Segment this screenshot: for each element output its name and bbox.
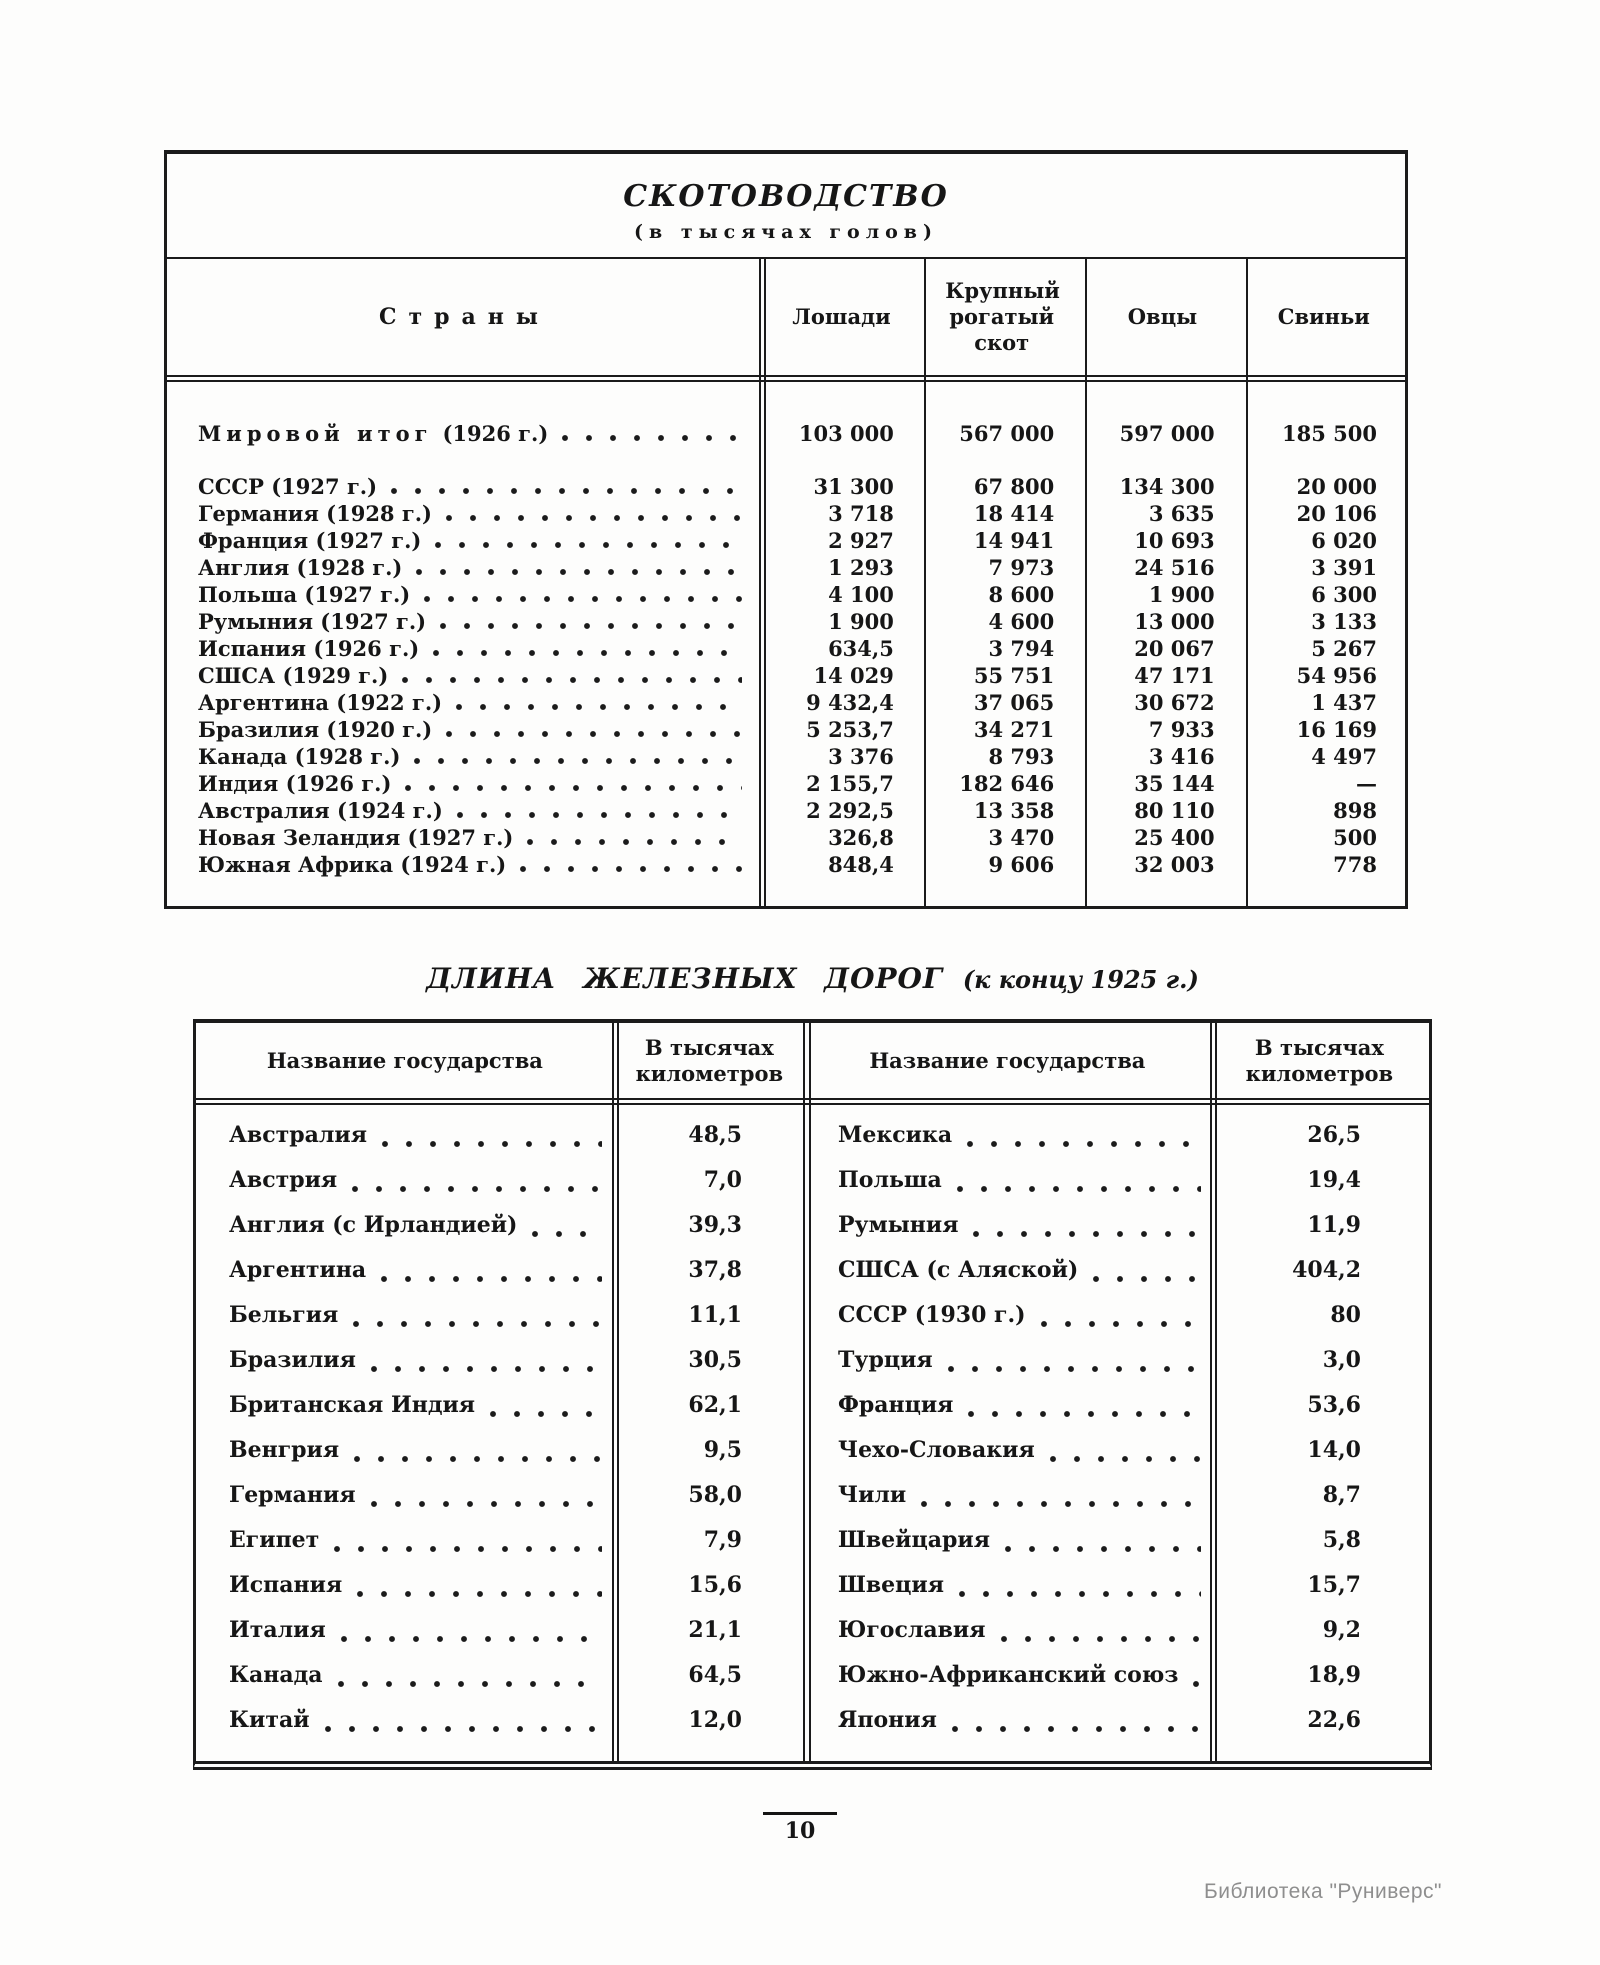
- dot-leader: [341, 1636, 602, 1642]
- horses-value: 1 293: [828, 555, 894, 580]
- country-label: СССР (1927 г.): [198, 474, 378, 499]
- horses-value: 3 376: [828, 744, 894, 769]
- table-row: [167, 473, 1405, 500]
- horses-value: 326,8: [828, 825, 894, 850]
- dot-leader: [416, 569, 742, 575]
- page-number: 10: [763, 1812, 837, 1844]
- column-header-km-left: В тысячах километров: [635, 1034, 784, 1086]
- km-value: 15,6: [688, 1572, 742, 1598]
- state-label: Австралия: [229, 1122, 367, 1148]
- table-row: [167, 716, 1405, 743]
- sheep-value: 32 003: [1134, 852, 1215, 877]
- state-label: Канада: [229, 1662, 323, 1688]
- dot-leader: [405, 785, 742, 791]
- column-divider: [803, 1023, 811, 1761]
- table-row: [808, 1428, 1435, 1473]
- pigs-value: 3 133: [1311, 609, 1377, 634]
- dot-leader: [921, 1501, 1201, 1507]
- dot-leader: [391, 488, 742, 494]
- railways-right-column: [808, 1113, 1435, 1743]
- country-label: Канада (1928 г.): [198, 744, 401, 769]
- country-label: Франция (1927 г.): [198, 528, 422, 553]
- km-value: 5,8: [1322, 1527, 1361, 1553]
- cattle-value: 14 941: [973, 528, 1055, 553]
- country-label: Испания (1926 г.): [198, 636, 420, 661]
- table-row: [196, 1518, 808, 1563]
- column-header-km-right: В тысячах километров: [1245, 1034, 1394, 1086]
- dot-leader: [371, 1501, 602, 1507]
- sheep-value: 30 672: [1134, 690, 1215, 715]
- pigs-value: —: [1356, 771, 1377, 796]
- dot-leader: [424, 596, 742, 602]
- horses-value: 2 155,7: [806, 771, 894, 796]
- column-header-pigs: Свиньи: [1277, 304, 1370, 329]
- table-row: [808, 1473, 1435, 1518]
- state-label: Венгрия: [229, 1437, 340, 1463]
- table-row: [167, 770, 1405, 797]
- km-value: 22,6: [1307, 1707, 1361, 1733]
- state-label: Япония: [838, 1707, 937, 1733]
- km-value: 37,8: [688, 1257, 742, 1283]
- dot-leader: [353, 1321, 602, 1327]
- sheep-value: 35 144: [1134, 771, 1215, 796]
- table-row: [196, 1113, 808, 1158]
- state-label: Австрия: [229, 1167, 338, 1193]
- dot-leader: [381, 1276, 602, 1282]
- pigs-value: 898: [1333, 798, 1377, 823]
- state-label: Турция: [838, 1347, 933, 1373]
- livestock-table-body: [167, 382, 1405, 906]
- state-label: Мексика: [838, 1122, 953, 1148]
- railways-table-title: ДЛИНА ЖЕЛЕЗНЫХ ДОРОГ: [426, 962, 944, 995]
- sheep-value: 47 171: [1134, 663, 1215, 688]
- cattle-value: 8 600: [988, 582, 1055, 607]
- table-row: [196, 1608, 808, 1653]
- state-label: Швеция: [838, 1572, 945, 1598]
- table-row: [808, 1608, 1435, 1653]
- world-total-year: (1926 г.): [442, 421, 549, 446]
- dot-leader: [354, 1456, 602, 1462]
- dot-leader: [952, 1726, 1201, 1732]
- column-divider: [759, 259, 766, 906]
- table-row: [808, 1113, 1435, 1158]
- country-label: Польша (1927 г.): [198, 582, 411, 607]
- table-row: [167, 635, 1405, 662]
- column-divider: [612, 1023, 619, 1761]
- km-value: 11,9: [1307, 1212, 1361, 1238]
- state-label: Румыния: [838, 1212, 959, 1238]
- state-label: Китай: [229, 1707, 310, 1733]
- country-label: Англия (1928 г.): [198, 555, 403, 580]
- table-row: [196, 1158, 808, 1203]
- dot-leader: [446, 515, 742, 521]
- livestock-table-header-row: [167, 259, 1405, 382]
- state-label: Югославия: [838, 1617, 986, 1643]
- dot-leader: [1005, 1546, 1201, 1552]
- table-row: [808, 1203, 1435, 1248]
- horses-value: 5 253,7: [806, 717, 894, 742]
- livestock-table-grid: [167, 259, 1405, 906]
- horses-value: 2 292,5: [806, 798, 894, 823]
- table-row: [196, 1293, 808, 1338]
- sheep-value: 10 693: [1134, 528, 1215, 553]
- table-row: [167, 527, 1405, 554]
- country-label: Румыния (1927 г.): [198, 609, 427, 634]
- sheep-value: 597 000: [1119, 421, 1215, 446]
- country-label: Австралия (1924 г.): [198, 798, 443, 823]
- table-row: [167, 689, 1405, 716]
- pigs-value: 1 437: [1311, 690, 1377, 715]
- country-label: Индия (1926 г.): [198, 771, 392, 796]
- table-row: [167, 743, 1405, 770]
- dot-leader: [973, 1231, 1201, 1237]
- km-value: 26,5: [1307, 1122, 1361, 1148]
- column-header-state-right: Название государства: [869, 1047, 1146, 1073]
- table-row: [808, 1248, 1435, 1293]
- horses-value: 634,5: [828, 636, 894, 661]
- world-total-row: [167, 420, 1405, 447]
- km-value: 7,0: [703, 1167, 742, 1193]
- table-row: [808, 1293, 1435, 1338]
- country-label: Южная Африка (1924 г.): [198, 852, 507, 877]
- table-row: [196, 1653, 808, 1698]
- km-value: 64,5: [688, 1662, 742, 1688]
- world-total-label: Мировой итог: [198, 421, 433, 446]
- table-row: [808, 1653, 1435, 1698]
- dot-leader: [948, 1366, 1201, 1372]
- state-label: Британская Индия: [229, 1392, 476, 1418]
- dot-leader: [456, 704, 742, 710]
- dot-leader: [532, 1231, 602, 1237]
- horses-value: 848,4: [828, 852, 894, 877]
- pigs-value: 20 000: [1296, 474, 1377, 499]
- sheep-value: 20 067: [1134, 636, 1215, 661]
- column-header-cattle: Крупный рогатый скот: [945, 278, 1060, 355]
- sheep-value: 25 400: [1134, 825, 1215, 850]
- dot-leader: [371, 1366, 602, 1372]
- dot-leader: [1050, 1456, 1201, 1462]
- watermark: Библиотека "Руниверс": [1203, 1880, 1442, 1903]
- state-label: Южно-Африканский союз: [838, 1662, 1179, 1688]
- railways-table-title-block: [193, 962, 1432, 995]
- dot-leader: [520, 866, 742, 872]
- km-value: 404,2: [1292, 1257, 1361, 1283]
- cattle-value: 4 600: [988, 609, 1055, 634]
- cattle-value: 34 271: [973, 717, 1055, 742]
- livestock-table-title-block: [167, 154, 1405, 259]
- state-label: СШСА (с Аляской): [838, 1257, 1079, 1283]
- horses-value: 3 718: [828, 501, 894, 526]
- km-value: 7,9: [703, 1527, 742, 1553]
- railways-table: [193, 1019, 1432, 1770]
- horses-value: 103 000: [798, 421, 894, 446]
- km-value: 9,2: [1322, 1617, 1361, 1643]
- column-divider: [1210, 1023, 1217, 1761]
- dot-leader: [382, 1141, 602, 1147]
- table-row: [196, 1698, 808, 1743]
- cattle-value: 9 606: [988, 852, 1055, 877]
- horses-value: 2 927: [828, 528, 894, 553]
- cattle-value: 37 065: [973, 690, 1055, 715]
- country-label: Бразилия (1920 г.): [198, 717, 433, 742]
- km-value: 8,7: [1322, 1482, 1361, 1508]
- sheep-value: 7 933: [1148, 717, 1215, 742]
- dot-leader: [1093, 1276, 1201, 1282]
- cattle-value: 55 751: [973, 663, 1055, 688]
- km-value: 3,0: [1322, 1347, 1361, 1373]
- livestock-table: [164, 150, 1408, 909]
- table-row: [196, 1428, 808, 1473]
- dot-leader: [435, 542, 742, 548]
- railways-table-title-note: (к концу 1925 г.): [962, 965, 1199, 994]
- horses-value: 4 100: [828, 582, 894, 607]
- table-row: [196, 1563, 808, 1608]
- sheep-value: 1 900: [1148, 582, 1215, 607]
- dot-leader: [490, 1411, 602, 1417]
- pigs-value: 6 300: [1311, 582, 1377, 607]
- dot-leader: [527, 839, 742, 845]
- km-value: 15,7: [1307, 1572, 1361, 1598]
- state-label: Испания: [229, 1572, 343, 1598]
- state-label: Франция: [838, 1392, 954, 1418]
- column-divider: [1085, 259, 1087, 906]
- pigs-value: 5 267: [1311, 636, 1377, 661]
- table-row: [808, 1158, 1435, 1203]
- dot-leader: [967, 1141, 1201, 1147]
- state-label: Чили: [838, 1482, 907, 1508]
- sheep-value: 3 416: [1148, 744, 1215, 769]
- table-row: [167, 608, 1405, 635]
- state-label: СССР (1930 г.): [838, 1302, 1026, 1328]
- state-label: Египет: [229, 1527, 320, 1553]
- state-label: Англия (с Ирландией): [229, 1212, 518, 1238]
- dot-leader: [1041, 1321, 1201, 1327]
- dot-leader: [457, 812, 743, 818]
- km-value: 48,5: [688, 1122, 742, 1148]
- railways-table-header-row: [196, 1023, 1429, 1105]
- dot-leader: [352, 1186, 602, 1192]
- pigs-value: 54 956: [1296, 663, 1377, 688]
- pigs-value: 500: [1333, 825, 1377, 850]
- cattle-value: 3 794: [988, 636, 1055, 661]
- table-row: [167, 824, 1405, 851]
- dot-leader: [334, 1546, 602, 1552]
- column-header-state-left: Название государства: [266, 1047, 543, 1073]
- table-row: [167, 797, 1405, 824]
- dot-leader: [338, 1681, 602, 1687]
- cattle-value: 567 000: [959, 421, 1055, 446]
- railways-table-grid: [196, 1023, 1429, 1761]
- pigs-value: 3 391: [1311, 555, 1377, 580]
- km-value: 18,9: [1307, 1662, 1361, 1688]
- cattle-value: 3 470: [988, 825, 1055, 850]
- cattle-value: 7 973: [988, 555, 1055, 580]
- table-row: [196, 1473, 808, 1518]
- pigs-value: 20 106: [1296, 501, 1377, 526]
- livestock-table-subtitle: (в тысячах голов): [634, 221, 938, 243]
- state-label: Польша: [838, 1167, 942, 1193]
- horses-value: 1 900: [828, 609, 894, 634]
- km-value: 39,3: [688, 1212, 742, 1238]
- km-value: 80: [1330, 1302, 1361, 1328]
- pigs-value: 778: [1333, 852, 1377, 877]
- table-row: [196, 1338, 808, 1383]
- horses-value: 14 029: [813, 663, 894, 688]
- pigs-value: 16 169: [1296, 717, 1377, 742]
- table-row: [808, 1338, 1435, 1383]
- sheep-value: 24 516: [1134, 555, 1215, 580]
- dot-leader: [1193, 1681, 1201, 1687]
- state-label: Италия: [229, 1617, 326, 1643]
- state-label: Германия: [229, 1482, 356, 1508]
- table-row: [196, 1383, 808, 1428]
- dot-leader: [433, 650, 742, 656]
- pigs-value: 185 500: [1282, 421, 1377, 446]
- sheep-value: 134 300: [1119, 474, 1215, 499]
- state-label: Бельгия: [229, 1302, 339, 1328]
- table-row: [167, 662, 1405, 689]
- table-row: [196, 1203, 808, 1248]
- sheep-value: 3 635: [1148, 501, 1215, 526]
- table-row: [167, 554, 1405, 581]
- km-value: 14,0: [1307, 1437, 1361, 1463]
- state-label: Аргентина: [229, 1257, 367, 1283]
- sheep-value: 80 110: [1134, 798, 1215, 823]
- km-value: 9,5: [703, 1437, 742, 1463]
- km-value: 62,1: [688, 1392, 742, 1418]
- dot-leader: [1001, 1636, 1202, 1642]
- km-value: 21,1: [688, 1617, 742, 1643]
- dot-leader: [959, 1591, 1201, 1597]
- column-header-horses: Лошади: [792, 304, 891, 329]
- railways-table-body: [196, 1105, 1429, 1761]
- dot-leader: [325, 1726, 602, 1732]
- table-row: [196, 1248, 808, 1293]
- country-label: Аргентина (1922 г.): [198, 690, 443, 715]
- country-label: Германия (1928 г.): [198, 501, 432, 526]
- km-value: 58,0: [688, 1482, 742, 1508]
- table-row: [808, 1383, 1435, 1428]
- cattle-value: 182 646: [959, 771, 1055, 796]
- dot-leader: [446, 731, 742, 737]
- table-row: [808, 1563, 1435, 1608]
- state-label: Швейцария: [838, 1527, 990, 1553]
- pigs-value: 6 020: [1311, 528, 1377, 553]
- cattle-value: 8 793: [988, 744, 1055, 769]
- sheep-value: 13 000: [1134, 609, 1215, 634]
- table-row: [167, 500, 1405, 527]
- km-value: 12,0: [688, 1707, 742, 1733]
- column-divider: [1246, 259, 1248, 906]
- cattle-value: 18 414: [973, 501, 1055, 526]
- table-row: [808, 1698, 1435, 1743]
- dot-leader: [440, 623, 742, 629]
- livestock-table-title: СКОТОВОДСТВО: [623, 179, 949, 214]
- railways-left-column: [196, 1113, 808, 1743]
- km-value: 19,4: [1307, 1167, 1361, 1193]
- dot-leader: [562, 435, 742, 441]
- column-divider: [924, 259, 926, 906]
- horses-value: 31 300: [813, 474, 894, 499]
- horses-value: 9 432,4: [806, 690, 894, 715]
- state-label: Чехо-Словакия: [838, 1437, 1035, 1463]
- country-label: СШСА (1929 г.): [198, 663, 389, 688]
- km-value: 53,6: [1307, 1392, 1361, 1418]
- dot-leader: [414, 758, 742, 764]
- pigs-value: 4 497: [1311, 744, 1377, 769]
- table-row: [167, 581, 1405, 608]
- column-header-countries: Страны: [378, 304, 550, 330]
- country-label: Новая Зеландия (1927 г.): [198, 825, 514, 850]
- km-value: 30,5: [688, 1347, 742, 1373]
- dot-leader: [402, 677, 742, 683]
- state-label: Бразилия: [229, 1347, 356, 1373]
- cattle-value: 13 358: [973, 798, 1055, 823]
- column-header-sheep: Овцы: [1127, 304, 1198, 329]
- table-row: [808, 1518, 1435, 1563]
- dot-leader: [357, 1591, 602, 1597]
- km-value: 11,1: [688, 1302, 742, 1328]
- dot-leader: [957, 1186, 1201, 1192]
- cattle-value: 67 800: [973, 474, 1055, 499]
- dot-leader: [968, 1411, 1201, 1417]
- table-row: [167, 851, 1405, 878]
